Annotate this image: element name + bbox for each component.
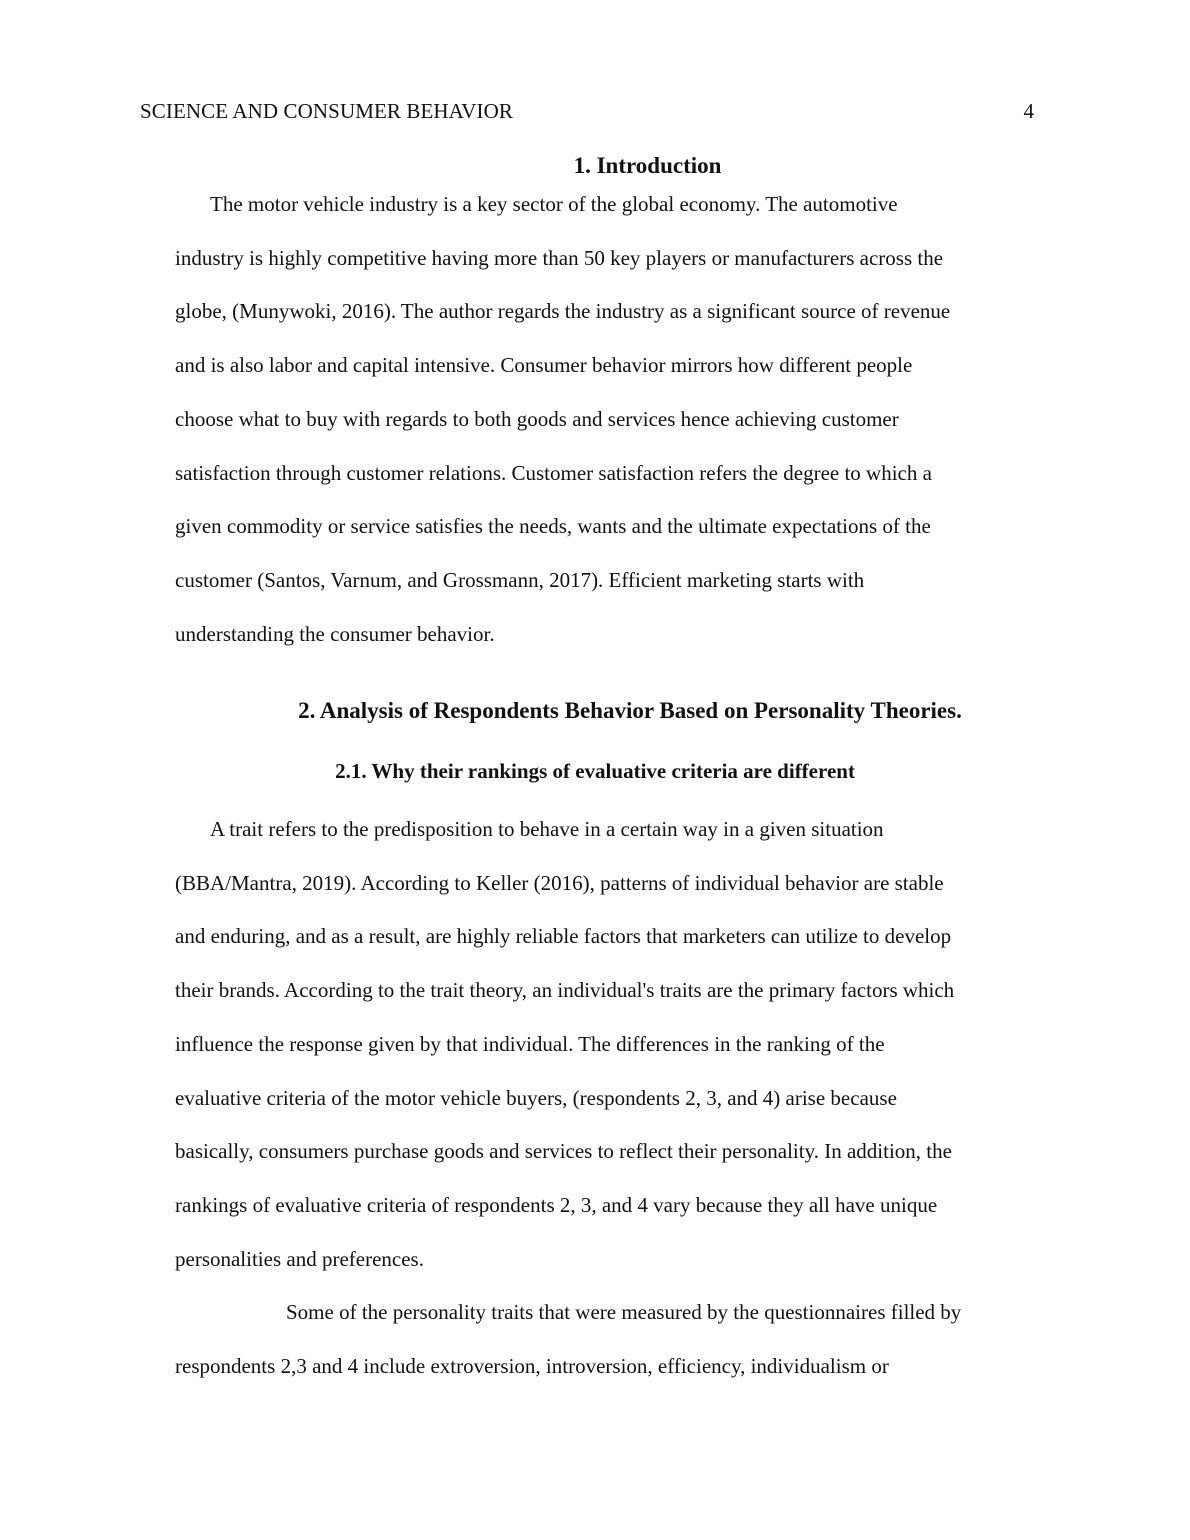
paragraph-line: basically, consumers purchase goods and services to reflect their personality. In addition, the xyxy=(175,1139,952,1164)
paragraph-line: given commodity or service satisfies the needs, wants and the ultimate expectations of the xyxy=(175,514,931,539)
paragraph-personality-traits xyxy=(175,1286,1055,1393)
paragraph-trait-theory xyxy=(175,803,1055,1286)
paragraph-introduction xyxy=(175,178,1055,661)
paragraph-line: respondents 2,3 and 4 include extroversion, introversion, efficiency, individualism or xyxy=(175,1353,889,1378)
paragraph-line: evaluative criteria of the motor vehicle buyers, (respondents 2, 3, and 4) arise because xyxy=(175,1085,897,1110)
running-head: SCIENCE AND CONSUMER BEHAVIOR xyxy=(140,99,513,123)
paragraph-line: understanding the consumer behavior. xyxy=(175,621,495,646)
section-heading-analysis: 2. Analysis of Respondents Behavior Based on Personality Theories. xyxy=(298,698,962,723)
paragraph-line: satisfaction through customer relations. Customer satisfaction refers the degree to which a xyxy=(175,460,932,485)
paragraph-line: industry is highly competitive having more than 50 key players or manufacturers across the xyxy=(175,245,944,270)
paragraph-line: and enduring, and as a result, are highly reliable factors that marketers can utilize to develop xyxy=(175,924,952,949)
paragraph-line: (BBA/Mantra, 2019). According to Keller (2016), patterns of individual behavior are stable xyxy=(175,870,944,895)
paragraph-line: rankings of evaluative criteria of respondents 2, 3, and 4 vary because they all have unique xyxy=(175,1192,938,1217)
paragraph-line: personalities and preferences. xyxy=(175,1246,424,1271)
paragraph-line: The motor vehicle industry is a key sector of the global economy. The automotive xyxy=(210,192,898,216)
subsection-heading-rankings: 2.1. Why their rankings of evaluative criteria are different xyxy=(335,759,855,783)
paragraph-line: influence the response given by that individual. The differences in the ranking of the xyxy=(175,1031,885,1056)
paragraph-line: and is also labor and capital intensive. Consumer behavior mirrors how different people xyxy=(175,353,913,378)
paragraph-line: A trait refers to the predisposition to behave in a certain way in a given situation xyxy=(210,817,884,841)
paragraph-line: choose what to buy with regards to both goods and services hence achieving customer xyxy=(175,406,899,431)
paragraph-line: customer (Santos, Varnum, and Grossmann, 2017). Efficient marketing starts with xyxy=(175,567,865,592)
paragraph-line: Some of the personality traits that were measured by the questionnaires filled by xyxy=(286,1300,962,1324)
paragraph-line: their brands. According to the trait theory, an individual's traits are the primary factors which xyxy=(175,978,955,1003)
paragraph-line: globe, (Munywoki, 2016). The author regards the industry as a significant source of revenue xyxy=(175,299,951,324)
page-number: 4 xyxy=(1023,99,1034,123)
section-heading-introduction: 1. Introduction xyxy=(573,153,722,178)
